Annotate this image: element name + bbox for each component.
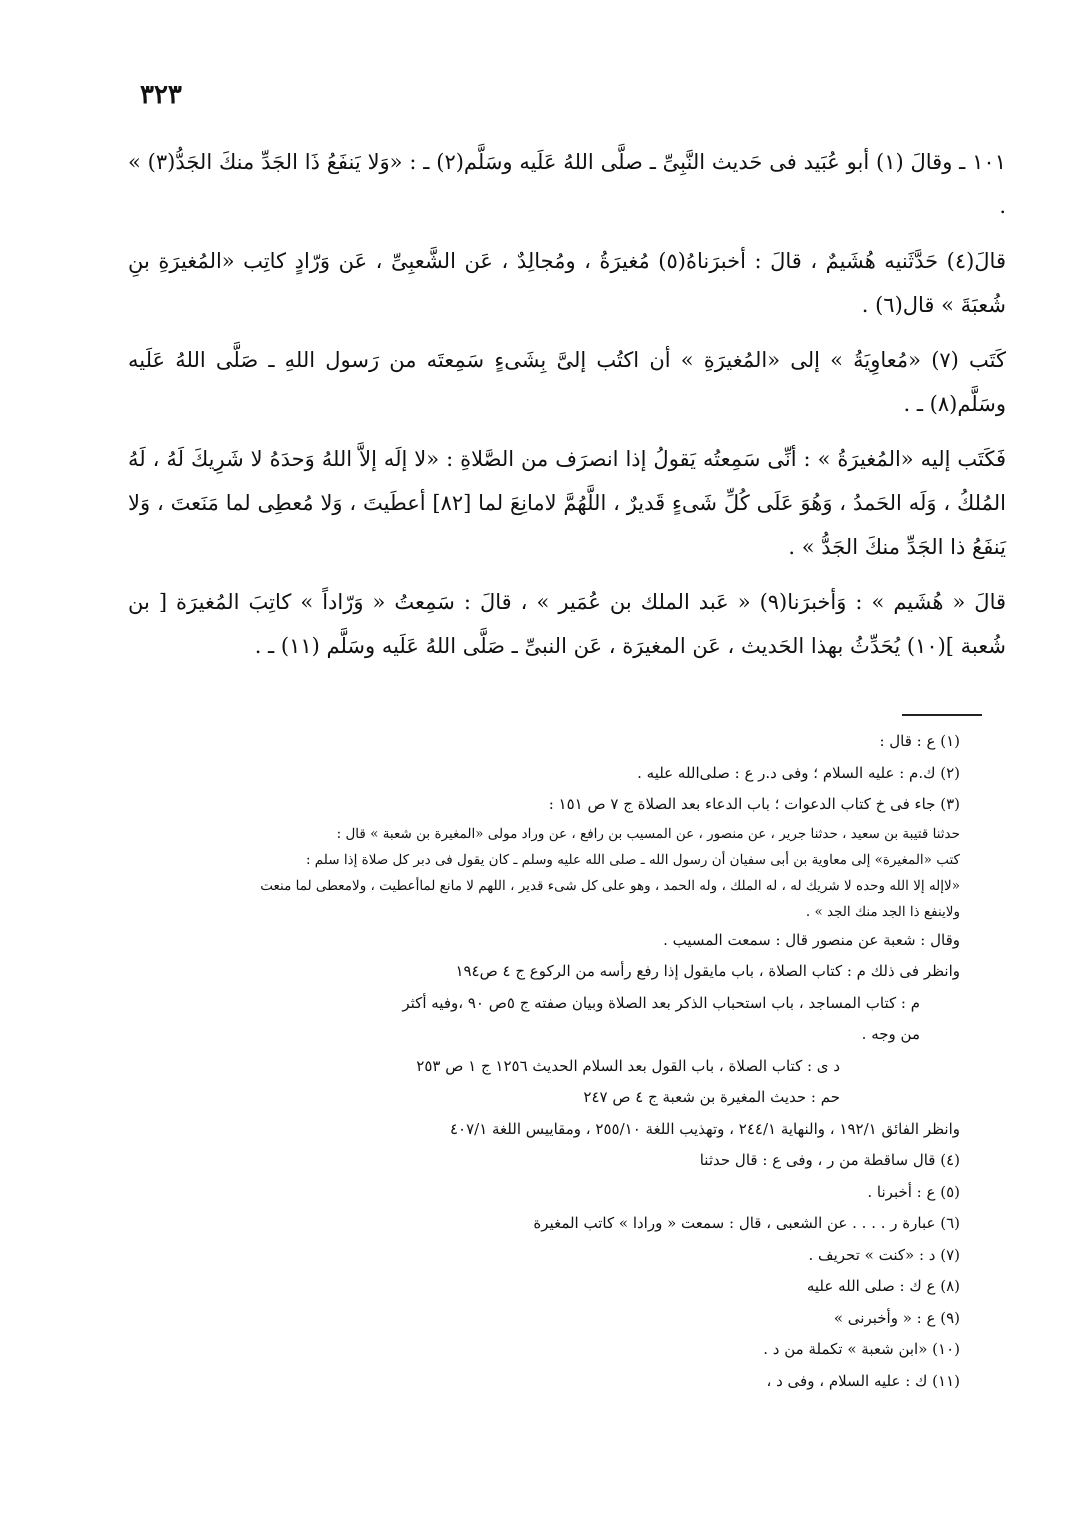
footnote-3-reference: د ى : كتاب الصلاة ، باب القول بعد السلام الحديث ١٢٥٦ ج ١ ص ٢٥٣ [416, 1056, 840, 1075]
footnote-3-quote-line: ولاينفع ذا الجد منك الجد » . [805, 903, 960, 920]
footnotes [220, 726, 960, 1397]
main-text [128, 140, 1006, 679]
footnote-3: (٣) جاء فى خ كتاب الدعوات ؛ باب الدعاء بعد الصلاة ج ٧ ص ١٥١ : [548, 795, 960, 813]
footnote-7: (٧) د : «كنت » تحريف . [808, 1245, 960, 1264]
footnote-3-reference: من وجه . [861, 1025, 920, 1043]
footnote-3-reference: وقال : شعبة عن منصور قال : سمعت المسيب . [663, 930, 960, 949]
footnote-3-reference: وانظر الفائق ١٩٢/١ ، والنهاية ٢٤٤/١ ، وتهذيب اللغة ٢٥٥/١٠ ، ومقاييس اللغة ٤٠٧/١ [449, 1119, 960, 1138]
paragraph-isnad: قالَ(٤) حَدَّثَنيه هُشَيمٌ ، قالَ : أخبرَناهُ(٥) مُغيرَةُ ، ومُجالِدٌ ، عَن الشَّعبِىِّ ، عَن وَرّادٍ كاتِب «المُغيرَةِ بنِ شُعبَةَ » قال(٦) . [128, 249, 1006, 317]
footnote-11: (١١) ك : عليه السلام ، وفى د ، [766, 1371, 960, 1390]
footnote-1: (١) ع : قال : [879, 732, 960, 750]
footnote-2: (٢) ك.م : عليه السلام ؛ وفى د.ر ع : صلى‌الله عليه . [637, 763, 960, 782]
paragraph-hadith-101: ١٠١ ـ وقالَ (١) أبو عُبَيد فى حَديث النَّبِىِّ ـ صلَّى اللهُ عَلَيه وسَلَّم(٢) ـ : «وَلا يَنفَعُ ذَا الجَدِّ منكَ الجَدُّ(٣) » . [128, 150, 1006, 218]
footnote-10: (١٠) «ابن شعبة » تكملة من د . [763, 1340, 960, 1358]
footnote-3-quote-line: «لاإله إلا الله وحده لا شريك له ، له الملك ، وله الحمد ، وهو على كل شىء قدير ، اللهم لا مانع لماأعطيت ، ولامعطى لما منعت [260, 877, 960, 894]
footnote-9: (٩) ع : « وأخبرنى » [833, 1308, 960, 1327]
footnote-divider [902, 714, 982, 716]
footnote-3-reference: وانظر فى ذلك م : كتاب الصلاة ، باب مايقول إذا رفع رأسه من الركوع ج ٤ ص١٩٤ [455, 962, 960, 980]
paragraph-second-isnad: قالَ « هُشَيم » : وَأخبرَنا(٩) « عَبد الملك بن عُمَير » ، قالَ : سَمِعتُ « وَرّاداً » كاتِبَ المُغيرَة [ بن شُعبة ](١٠) يُحَدِّثُ بهذا الحَديث ، عَن المغيرَة ، عَن النبىِّ ـ صَلَّى اللهُ عَلَيه وسَلَّم (١١) ـ . [128, 590, 1007, 658]
footnote-3-quote-line: حدثنا قتيبة بن سعيد ، حدثنا جرير ، عن منصور ، عن المسيب بن رافع ، عن وراد مولى «المغيرة بن شعبة » قال : [336, 825, 960, 842]
footnote-6: (٦) عبارة ر . . . . عن الشعبى ، قال : سمعت « ورادا » كاتب المغيرة [533, 1214, 960, 1232]
footnote-4: (٤) قال ساقطة من ر ، وفى ع : قال حدثنا [699, 1151, 960, 1169]
paragraph-muawiya-letter: كَتَب (٧) «مُعاوِيَةُ » إلى «المُغيرَةِ » أن اكتُب إلىَّ بِشَىءٍ سَمِعتَه من رَسول اللهِ ـ صَلَّى اللهُ عَلَيه وسَلَّم(٨) ـ . [128, 348, 1006, 416]
page-number: ٣٢٣ [140, 80, 182, 110]
footnote-8: (٨) ع ك : صلى الله عليه [806, 1277, 960, 1295]
footnote-3-quote-line: كتب «المغيرة» إلى معاوية بن أبى سفيان أن رسول الله ـ صلى الله عليه وسلم ـ كان يقول فى دبر كل صلاة إذا سلم : [305, 851, 960, 868]
footnote-5: (٥) ع : أخبرنا . [867, 1182, 960, 1201]
footnote-3-reference: حم : حديث المغيرة بن شعبة ج ٤ ص ٢٤٧ [583, 1088, 840, 1106]
footnote-3-reference: م : كتاب المساجد ، باب استحباب الذكر بعد الصلاة وبيان صفته ج ٥ص ٩٠ ،وفيه أكثر [402, 993, 920, 1012]
paragraph-mughira-reply: فَكَتَب إليه «المُغيرَةُ » : أنِّى سَمِعتُه يَقولُ إذا انصرَف من الصَّلاةِ : «لا إلَه إلاَّ اللهُ وَحدَهُ لا شَرِيكَ لَهُ ، لَهُ المُلكُ ، وَلَه الحَمدُ ، وَهُوَ عَلَى كُلِّ شَىءٍ قَديرٌ ، اللَّهُمَّ لامانِعَ لما [٨٢] أعطَيتَ ، وَلا مُعطِى لما مَنَعتَ ، وَلا يَنفَعُ ذا الجَدِّ منكَ الجَدُّ » . [128, 447, 1006, 559]
